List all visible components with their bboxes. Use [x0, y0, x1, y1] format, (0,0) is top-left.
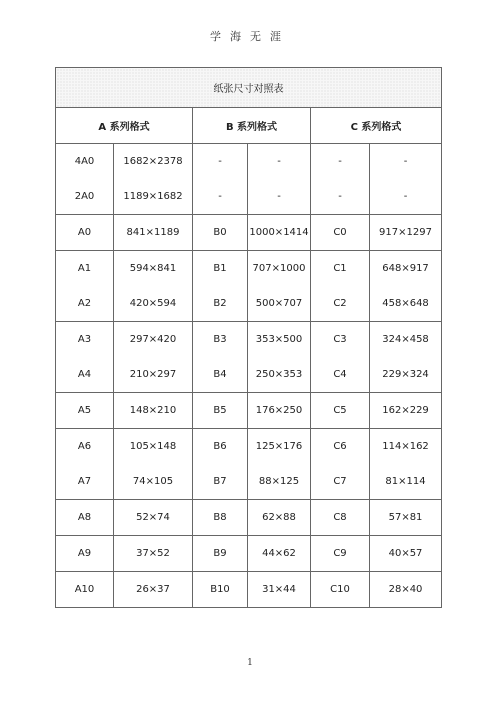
table-cell-b: B6 — [193, 429, 248, 465]
table-cell-a: 2A0 — [56, 179, 114, 215]
table-cell-a: 4A0 — [56, 144, 114, 180]
table-cell-c-size: 162×229 — [370, 393, 442, 429]
group-header-c: C 系列格式 — [311, 108, 442, 144]
table-title: 纸张尺寸对照表 — [56, 68, 442, 108]
table-cell-b: B2 — [193, 286, 248, 322]
table-cell-a-size: 420×594 — [114, 286, 193, 322]
table-cell-c: C2 — [311, 286, 370, 322]
table-row — [56, 286, 442, 322]
table-cell-a: A7 — [56, 464, 114, 500]
table-row — [56, 322, 442, 358]
table-row — [56, 429, 442, 465]
table-cell-c-size: - — [370, 179, 442, 215]
table-cell-c: C6 — [311, 429, 370, 465]
table-cell-b-size: 88×125 — [248, 464, 311, 500]
table-cell-b: B4 — [193, 357, 248, 393]
table-row — [56, 357, 442, 393]
table-cell-a: A6 — [56, 429, 114, 465]
table-cell-b-size: 250×353 — [248, 357, 311, 393]
table-cell-b: - — [193, 179, 248, 215]
table-cell-b: B3 — [193, 322, 248, 358]
table-cell-a: A5 — [56, 393, 114, 429]
table-cell-b-size: 1000×1414 — [248, 215, 311, 251]
table-cell-c-size: 114×162 — [370, 429, 442, 465]
table-cell-c-size: - — [370, 144, 442, 180]
page-header: 学海无涯 — [210, 30, 290, 43]
group-header-a: A 系列格式 — [56, 108, 193, 144]
table-row — [56, 572, 442, 608]
table-cell-a-size: 37×52 — [114, 536, 193, 572]
table-cell-b-size: 62×88 — [248, 500, 311, 536]
table-cell-b: - — [193, 144, 248, 180]
table-cell-b: B10 — [193, 572, 248, 608]
table-cell-a: A9 — [56, 536, 114, 572]
table-cell-b-size: - — [248, 144, 311, 180]
table-cell-c: C3 — [311, 322, 370, 358]
table-cell-a: A10 — [56, 572, 114, 608]
table-cell-c-size: 458×648 — [370, 286, 442, 322]
table-cell-c-size: 324×458 — [370, 322, 442, 358]
table-cell-c-size: 40×57 — [370, 536, 442, 572]
table-cell-a: A8 — [56, 500, 114, 536]
table-cell-c-size: 57×81 — [370, 500, 442, 536]
table-cell-b-size: 353×500 — [248, 322, 311, 358]
table-row — [56, 500, 442, 536]
table-cell-b-size: 707×1000 — [248, 251, 311, 287]
table-cell-b-size: - — [248, 179, 311, 215]
table-cell-a-size: 105×148 — [114, 429, 193, 465]
table-cell-c-size: 28×40 — [370, 572, 442, 608]
table-cell-c-size: 917×1297 — [370, 215, 442, 251]
table-cell-a-size: 841×1189 — [114, 215, 193, 251]
table-cell-a: A0 — [56, 215, 114, 251]
table-cell-c: C1 — [311, 251, 370, 287]
table-cell-a-size: 52×74 — [114, 500, 193, 536]
table-cell-a-size: 297×420 — [114, 322, 193, 358]
table-cell-c: C8 — [311, 500, 370, 536]
table-row — [56, 179, 442, 215]
group-header-b: B 系列格式 — [193, 108, 311, 144]
table-cell-a: A4 — [56, 357, 114, 393]
table-cell-b: B0 — [193, 215, 248, 251]
table-cell-c: - — [311, 144, 370, 180]
table-cell-a-size: 1189×1682 — [114, 179, 193, 215]
table-row — [56, 536, 442, 572]
table-cell-a: A1 — [56, 251, 114, 287]
table-cell-b-size: 176×250 — [248, 393, 311, 429]
table-cell-a: A2 — [56, 286, 114, 322]
table-cell-b: B7 — [193, 464, 248, 500]
table-cell-a: A3 — [56, 322, 114, 358]
page-number: 1 — [247, 658, 253, 668]
paper-size-table — [55, 67, 442, 608]
table-row — [56, 144, 442, 180]
table-cell-c: C7 — [311, 464, 370, 500]
table-cell-a-size: 148×210 — [114, 393, 193, 429]
table-cell-c: C5 — [311, 393, 370, 429]
table-cell-b-size: 31×44 — [248, 572, 311, 608]
table-row — [56, 464, 442, 500]
table-cell-b-size: 500×707 — [248, 286, 311, 322]
table-cell-c: C4 — [311, 357, 370, 393]
table-cell-b: B9 — [193, 536, 248, 572]
table-cell-c-size: 648×917 — [370, 251, 442, 287]
table-cell-b-size: 44×62 — [248, 536, 311, 572]
table-cell-b: B1 — [193, 251, 248, 287]
table-row — [56, 215, 442, 251]
table-cell-c: C0 — [311, 215, 370, 251]
table-row — [56, 393, 442, 429]
table-cell-c-size: 81×114 — [370, 464, 442, 500]
table-cell-a-size: 1682×2378 — [114, 144, 193, 180]
table-cell-b-size: 125×176 — [248, 429, 311, 465]
table-cell-a-size: 594×841 — [114, 251, 193, 287]
table-cell-a-size: 210×297 — [114, 357, 193, 393]
table-cell-a-size: 74×105 — [114, 464, 193, 500]
table-cell-c: C10 — [311, 572, 370, 608]
table-cell-b: B8 — [193, 500, 248, 536]
table-cell-a-size: 26×37 — [114, 572, 193, 608]
table-cell-b: B5 — [193, 393, 248, 429]
table-row — [56, 251, 442, 287]
table-cell-c: - — [311, 179, 370, 215]
table-cell-c: C9 — [311, 536, 370, 572]
table-cell-c-size: 229×324 — [370, 357, 442, 393]
